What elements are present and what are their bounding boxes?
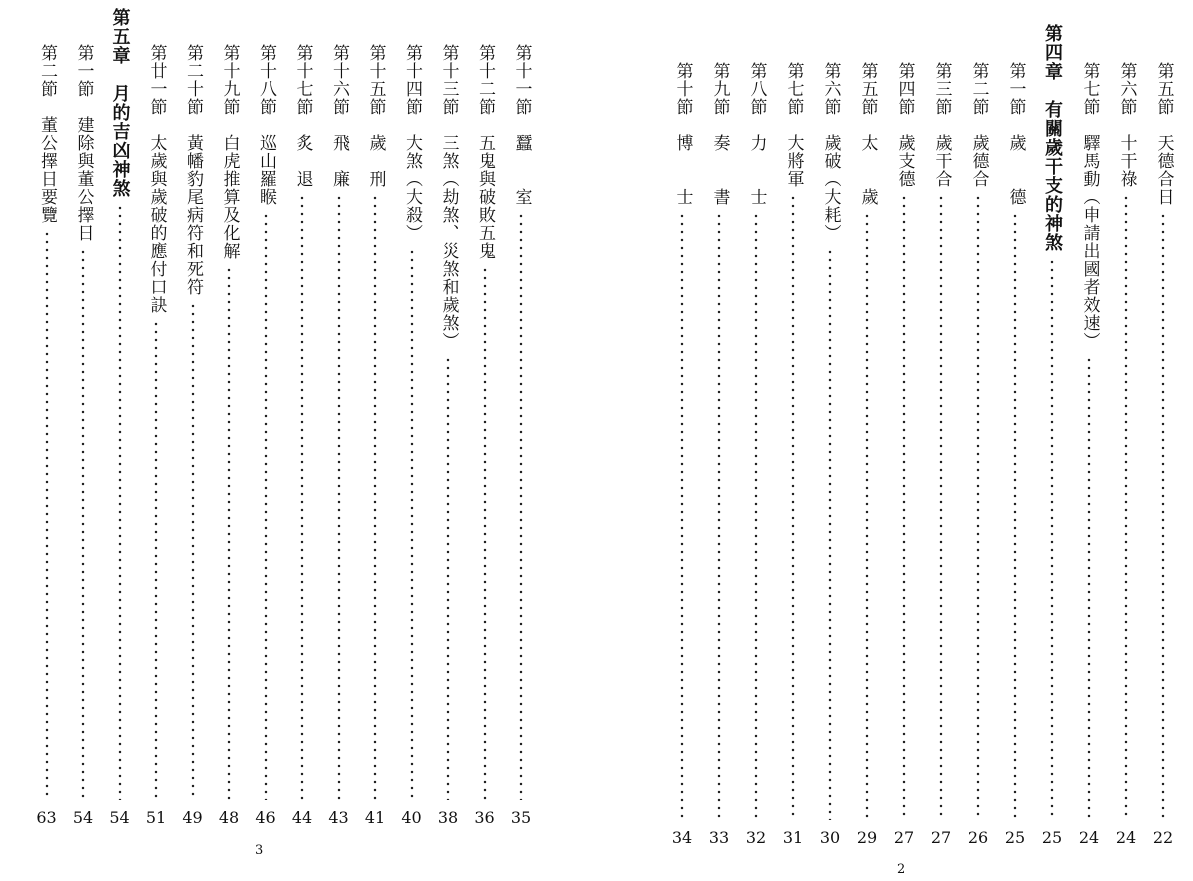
dot-leader xyxy=(717,212,721,820)
toc-entry-page-number: 24 xyxy=(1078,828,1100,847)
toc-entry-title: 第六節 歲破（大耗） xyxy=(820,62,841,242)
toc-entry-title: 第十五節 歲 刑 xyxy=(365,44,386,188)
toc-entry-title: 第一節 歲 德 xyxy=(1005,62,1026,206)
toc-entry xyxy=(433,44,463,826)
dot-leader xyxy=(939,194,943,820)
dot-leader xyxy=(902,194,906,820)
toc-entry xyxy=(506,44,536,826)
toc-chapter-entry xyxy=(105,8,135,826)
toc-entry xyxy=(926,62,956,846)
toc-entry-title: 第四章 有關歲干支的神煞 xyxy=(1042,24,1063,252)
toc-entry-page-number: 54 xyxy=(72,808,94,827)
dot-leader xyxy=(483,266,487,800)
toc-entry-page-number: 24 xyxy=(1115,828,1137,847)
toc-entry xyxy=(397,44,427,826)
toc-entry-title: 第二節 董公擇日要覽 xyxy=(37,44,57,224)
toc-entry-page-number: 27 xyxy=(893,828,915,847)
dot-leader xyxy=(446,356,450,800)
toc-entry xyxy=(251,44,281,826)
toc-entry-page-number: 49 xyxy=(182,808,203,827)
dot-leader xyxy=(791,194,795,820)
toc-entry-page-number: 40 xyxy=(401,808,422,827)
toc-entry xyxy=(32,44,62,826)
toc-entry-page-number: 34 xyxy=(671,828,693,847)
toc-entry xyxy=(778,62,808,846)
toc-entry-page-number: 29 xyxy=(856,828,878,847)
dot-leader xyxy=(300,194,304,800)
toc-entry-title: 第五節 太 歲 xyxy=(857,62,878,206)
toc-entry-title: 第二節 歲德合 xyxy=(968,62,989,188)
dot-leader xyxy=(410,248,414,800)
dot-leader xyxy=(1050,258,1054,820)
toc-entry xyxy=(360,44,390,826)
toc-entry-page-number: 33 xyxy=(708,828,730,847)
dot-leader xyxy=(976,194,980,820)
dot-leader xyxy=(865,212,869,820)
toc-entry xyxy=(141,44,171,826)
dot-leader xyxy=(1013,212,1017,820)
toc-entry-page-number: 44 xyxy=(291,808,313,827)
dot-leader xyxy=(1124,194,1128,820)
toc-entry-title: 第十六節 飛 廉 xyxy=(329,44,349,188)
dot-leader xyxy=(264,212,268,800)
toc-page-left xyxy=(0,0,560,881)
toc-entry xyxy=(214,44,244,826)
toc-entry-page-number: 63 xyxy=(36,808,57,827)
dot-leader xyxy=(373,194,377,800)
toc-entry xyxy=(1111,62,1141,846)
toc-entry-page-number: 48 xyxy=(218,808,240,827)
toc-entry-title: 第六節 十干祿 xyxy=(1116,62,1137,188)
toc-entry-page-number: 35 xyxy=(510,808,532,827)
toc-entry-title: 第十八節 巡山羅睺 xyxy=(256,44,276,206)
toc-entry xyxy=(470,44,500,826)
toc-entry-title: 第三節 歲干合 xyxy=(931,62,952,188)
dot-leader xyxy=(118,204,122,800)
toc-entry-title: 第十節 博 士 xyxy=(672,62,693,206)
toc-entry-title: 第八節 力 士 xyxy=(746,62,767,206)
dot-leader xyxy=(1087,356,1091,820)
toc-entry xyxy=(1074,62,1104,846)
toc-entry-title: 第十七節 炙 退 xyxy=(292,44,313,188)
toc-entry xyxy=(1000,62,1030,846)
toc-entry xyxy=(178,44,208,826)
toc-entry-page-number: 43 xyxy=(328,808,349,827)
toc-entry xyxy=(287,44,317,826)
toc-entry-page-number: 46 xyxy=(255,808,276,827)
toc-entry-title: 第七節 驛馬動（申請出國者效速） xyxy=(1079,62,1100,350)
dot-leader xyxy=(1161,212,1165,820)
toc-entry xyxy=(741,62,771,846)
toc-entry-title: 第十四節 大煞（大殺） xyxy=(402,44,422,242)
toc-entry-page-number: 31 xyxy=(782,828,804,847)
toc-entry xyxy=(815,62,845,846)
dot-leader xyxy=(828,248,832,820)
toc-entry xyxy=(1148,62,1178,846)
toc-entry-page-number: 27 xyxy=(930,828,952,847)
toc-entry-page-number: 32 xyxy=(745,828,767,847)
toc-entry xyxy=(68,44,98,826)
dot-leader xyxy=(45,230,49,800)
toc-page-right xyxy=(630,0,1193,881)
toc-entry-page-number: 25 xyxy=(1041,828,1063,847)
toc-entry xyxy=(889,62,919,846)
page-number-right: 2 xyxy=(897,862,906,877)
dot-leader xyxy=(81,248,85,800)
dot-leader xyxy=(519,212,523,800)
toc-entry-title: 第廿一節 太歲與歲破的應付口訣 xyxy=(146,44,167,314)
toc-entry xyxy=(704,62,734,846)
toc-entry-page-number: 54 xyxy=(109,808,130,827)
toc-entry-page-number: 36 xyxy=(474,808,495,827)
toc-entry xyxy=(963,62,993,846)
toc-entry-page-number: 26 xyxy=(967,828,989,847)
toc-entry xyxy=(667,62,697,846)
page-number-left: 3 xyxy=(255,843,264,858)
toc-entry-title: 第十二節 五鬼與破敗五鬼 xyxy=(475,44,495,260)
toc-entry-page-number: 51 xyxy=(145,808,167,827)
dot-leader xyxy=(337,194,341,800)
toc-entry-title: 第十九節 白虎推算及化解 xyxy=(219,44,240,260)
toc-entry-title: 第五節 天德合日 xyxy=(1153,62,1174,206)
dot-leader xyxy=(154,320,158,800)
toc-entry-page-number: 41 xyxy=(364,808,386,827)
toc-entry-page-number: 25 xyxy=(1004,828,1026,847)
dot-leader xyxy=(754,212,758,820)
toc-entry-page-number: 22 xyxy=(1152,828,1174,847)
toc-entry-title: 第九節 奏 書 xyxy=(709,62,730,206)
toc-entry-title: 第十三節 三煞（劫煞、災煞和歲煞） xyxy=(438,44,459,350)
toc-entry-page-number: 30 xyxy=(819,828,841,847)
toc-entry-title: 第一節 建除與董公擇日 xyxy=(73,44,94,242)
toc-entry-title: 第四節 歲支德 xyxy=(894,62,915,188)
toc-chapter-entry xyxy=(1037,24,1067,846)
toc-entry-title: 第十一節 蠶 室 xyxy=(511,44,532,206)
toc-entry xyxy=(324,44,354,826)
dot-leader xyxy=(227,266,231,800)
dot-leader xyxy=(680,212,684,820)
dot-leader xyxy=(191,302,195,800)
toc-entry-title: 第二十節 黃幡豹尾病符和死符 xyxy=(183,44,203,296)
toc-entry xyxy=(852,62,882,846)
toc-entry-title: 第七節 大將軍 xyxy=(783,62,804,188)
toc-entry-title: 第五章 月的吉凶神煞 xyxy=(109,8,131,198)
toc-entry-page-number: 38 xyxy=(437,808,459,827)
